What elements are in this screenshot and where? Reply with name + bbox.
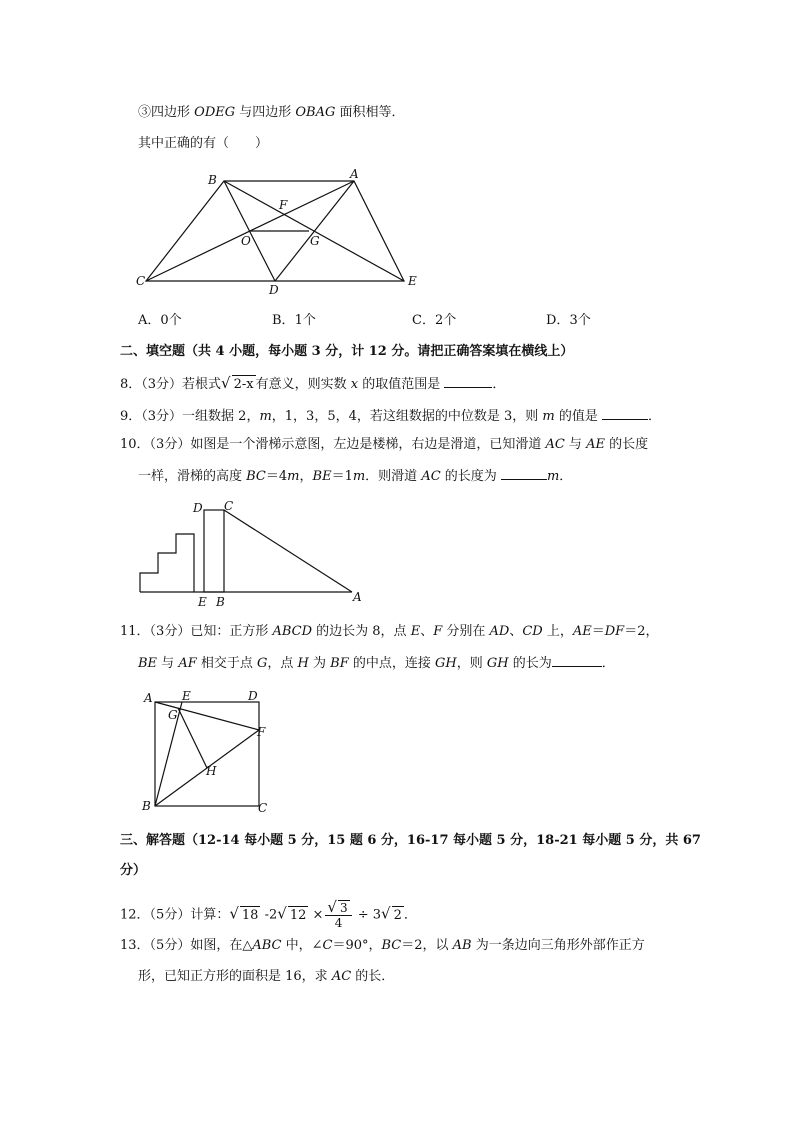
var: x bbox=[350, 377, 359, 392]
question-13-line-2 bbox=[138, 968, 394, 986]
label-F: F bbox=[279, 198, 288, 212]
text: -2 bbox=[264, 907, 278, 923]
option-text: 2个 bbox=[434, 313, 457, 328]
var: BE bbox=[138, 656, 158, 671]
text: ÷ 3 bbox=[357, 907, 382, 923]
answer-blank[interactable] bbox=[602, 407, 648, 420]
text: ＝2，以 bbox=[401, 938, 453, 953]
text: ． bbox=[648, 409, 662, 424]
text: 的长度为 bbox=[440, 469, 497, 484]
fraction-denominator: 4 bbox=[334, 916, 343, 930]
unit: m bbox=[352, 469, 366, 484]
question-10-line-1 bbox=[120, 436, 648, 454]
text: 的取值范围是 bbox=[358, 377, 441, 392]
option-a[interactable] bbox=[138, 312, 182, 330]
text: ． bbox=[492, 377, 506, 392]
label-A: A bbox=[144, 691, 153, 705]
radicand: 18 bbox=[241, 907, 259, 923]
question-12 bbox=[120, 900, 417, 930]
var: BC bbox=[246, 469, 266, 484]
label-O: O bbox=[241, 234, 251, 248]
label-B: B bbox=[216, 595, 225, 609]
var: DF bbox=[604, 624, 625, 639]
var: H bbox=[297, 656, 309, 671]
option-text: 1个 bbox=[294, 313, 316, 328]
option-d[interactable] bbox=[546, 312, 591, 330]
circled-number: ③ bbox=[138, 105, 152, 120]
slide-AC bbox=[224, 510, 352, 592]
label-E: E bbox=[182, 689, 191, 703]
radical-sign: √ bbox=[229, 904, 239, 923]
text: ＝90°， bbox=[332, 938, 382, 953]
question-8 bbox=[120, 374, 505, 394]
var: OBAG bbox=[295, 105, 336, 120]
unit: m bbox=[287, 469, 300, 484]
var: CD bbox=[522, 624, 543, 639]
question-10-line-2 bbox=[138, 467, 572, 486]
text: 的长． bbox=[351, 969, 395, 984]
var: C bbox=[322, 938, 333, 953]
text: 中，∠ bbox=[281, 938, 323, 953]
text: 形，已知正方形的面积是 16，求 bbox=[138, 969, 332, 984]
question-9 bbox=[120, 407, 661, 426]
question-11-line-1 bbox=[120, 623, 658, 641]
option-b[interactable] bbox=[272, 312, 316, 330]
label-G: G bbox=[168, 708, 178, 722]
radical-sign: √ bbox=[381, 904, 391, 923]
text: 8．（3分）若根式 bbox=[120, 377, 222, 392]
slide-figure bbox=[130, 498, 370, 610]
text: 相交于点 bbox=[196, 656, 257, 671]
label-D: D bbox=[248, 689, 258, 703]
text: 的长度 bbox=[604, 437, 649, 452]
text: ． bbox=[601, 656, 615, 671]
question-13-line-1 bbox=[120, 937, 645, 955]
text: ＝4 bbox=[265, 469, 288, 484]
answer-blank[interactable] bbox=[552, 654, 602, 667]
var: AD bbox=[489, 624, 510, 639]
answer-blank[interactable] bbox=[444, 375, 492, 388]
var: AC bbox=[331, 969, 352, 984]
section-3-title-line-1: 三、解答题（12-14 每小题 5 分，15 题 6 分，16-17 每小题 5 分，18-21 每小题 5 分，共 67 bbox=[120, 833, 701, 848]
question-11-line-2 bbox=[138, 654, 615, 673]
var: ABC bbox=[252, 938, 282, 953]
stairs bbox=[140, 534, 194, 592]
radical-sign: √ bbox=[221, 374, 231, 392]
option-letter: C． bbox=[412, 313, 435, 328]
radicand: 2-x bbox=[233, 377, 254, 392]
text: ．则滑道 bbox=[365, 469, 422, 484]
segment-GH bbox=[178, 708, 207, 768]
option-letter: D． bbox=[546, 313, 570, 328]
times-sign: × bbox=[312, 907, 324, 923]
platform bbox=[204, 510, 224, 592]
text: ． bbox=[559, 469, 573, 484]
label-G: G bbox=[310, 234, 320, 248]
text: 四边形 bbox=[151, 105, 195, 120]
var: m bbox=[259, 409, 272, 424]
var: ODEG bbox=[194, 105, 236, 120]
text: 11．（3分）已知：正方形 bbox=[120, 624, 273, 639]
text: 有意义，则实数 bbox=[255, 377, 351, 392]
label-E: E bbox=[408, 274, 417, 288]
text: 、 bbox=[509, 624, 523, 639]
text: 一样，滑梯的高度 bbox=[138, 469, 247, 484]
radicand: 3 bbox=[339, 901, 348, 915]
fraction-numerator bbox=[325, 900, 351, 916]
label-E: E bbox=[198, 595, 207, 609]
square-figure bbox=[140, 688, 280, 818]
text: ＝2， bbox=[624, 624, 659, 639]
var: m bbox=[542, 409, 555, 424]
var: GH bbox=[486, 656, 509, 671]
label-C: C bbox=[224, 499, 234, 513]
text: 为 bbox=[308, 656, 331, 671]
var: AF bbox=[178, 656, 197, 671]
var: AC bbox=[545, 437, 565, 452]
label-C: C bbox=[136, 274, 146, 288]
text: 的值是 bbox=[554, 409, 598, 424]
label-D: D bbox=[193, 501, 203, 515]
text: 与 bbox=[564, 437, 587, 452]
var: E bbox=[410, 624, 421, 639]
var: AE bbox=[572, 624, 592, 639]
text: 的中点，连接 bbox=[348, 656, 435, 671]
option-text: 3个 bbox=[569, 313, 591, 328]
radical-sign: √ bbox=[277, 904, 287, 923]
var: AC bbox=[421, 469, 441, 484]
var: F bbox=[433, 624, 443, 639]
var: GH bbox=[434, 656, 457, 671]
text: ，则 bbox=[456, 656, 487, 671]
text: 面积相等． bbox=[335, 105, 405, 120]
var: AB bbox=[452, 938, 472, 953]
label-A: A bbox=[350, 167, 359, 181]
label-C: C bbox=[258, 801, 268, 815]
var: AE bbox=[586, 437, 605, 452]
var: BF bbox=[330, 656, 349, 671]
text: 分别在 bbox=[442, 624, 490, 639]
option-c[interactable] bbox=[412, 312, 456, 330]
q7-prompt: 其中正确的有（ ） bbox=[138, 136, 269, 151]
text: ，1，3，5，4，若这组数据的中位数是 3，则 bbox=[271, 409, 543, 424]
label-A: A bbox=[353, 590, 362, 604]
label-H: H bbox=[206, 764, 217, 778]
q7-trapezoid-figure bbox=[130, 165, 430, 300]
text: 上， bbox=[542, 624, 573, 639]
text: 10．（3分）如图是一个滑梯示意图，左边是楼梯，右边是滑道，已知滑道 bbox=[120, 437, 546, 452]
section-2-title: 二、填空题（共 4 小题，每小题 3 分，计 12 分。请把正确答案填在横线上） bbox=[120, 344, 574, 359]
text: 、 bbox=[420, 624, 434, 639]
text: 的长为 bbox=[508, 656, 552, 671]
label-B: B bbox=[142, 799, 151, 813]
radicand: 12 bbox=[289, 907, 307, 923]
text: ＝ bbox=[591, 624, 605, 639]
q7-statement-3 bbox=[138, 104, 405, 122]
label-D: D bbox=[269, 283, 279, 297]
var: BC bbox=[381, 938, 402, 953]
text: 9．（3分）一组数据 2， bbox=[120, 409, 260, 424]
var: ABCD bbox=[272, 624, 313, 639]
text: 13．（5分）如图，在△ bbox=[120, 938, 253, 953]
text: 为一条边向三角形外部作正方 bbox=[471, 938, 645, 953]
option-letter: A． bbox=[138, 313, 161, 328]
text: ， bbox=[299, 469, 313, 484]
var: BE bbox=[312, 469, 332, 484]
radical-sign: √ bbox=[327, 898, 337, 916]
section-3-title-line-2: 分） bbox=[120, 863, 147, 878]
text: 12．（5分）计算： bbox=[120, 907, 230, 923]
fraction bbox=[325, 900, 351, 930]
answer-blank[interactable] bbox=[501, 467, 547, 480]
text: 与四边形 bbox=[235, 105, 296, 120]
text: ． bbox=[403, 907, 417, 923]
text: ，点 bbox=[267, 656, 298, 671]
option-letter: B． bbox=[272, 313, 295, 328]
label-B: B bbox=[208, 173, 217, 187]
unit: m bbox=[546, 469, 560, 484]
radicand: 2 bbox=[393, 907, 402, 923]
var: G bbox=[257, 656, 268, 671]
text: 的边长为 8，点 bbox=[312, 624, 411, 639]
text: 与 bbox=[157, 656, 179, 671]
label-F: F bbox=[257, 725, 266, 739]
option-text: 0个 bbox=[160, 313, 182, 328]
text: ＝1 bbox=[331, 469, 353, 484]
